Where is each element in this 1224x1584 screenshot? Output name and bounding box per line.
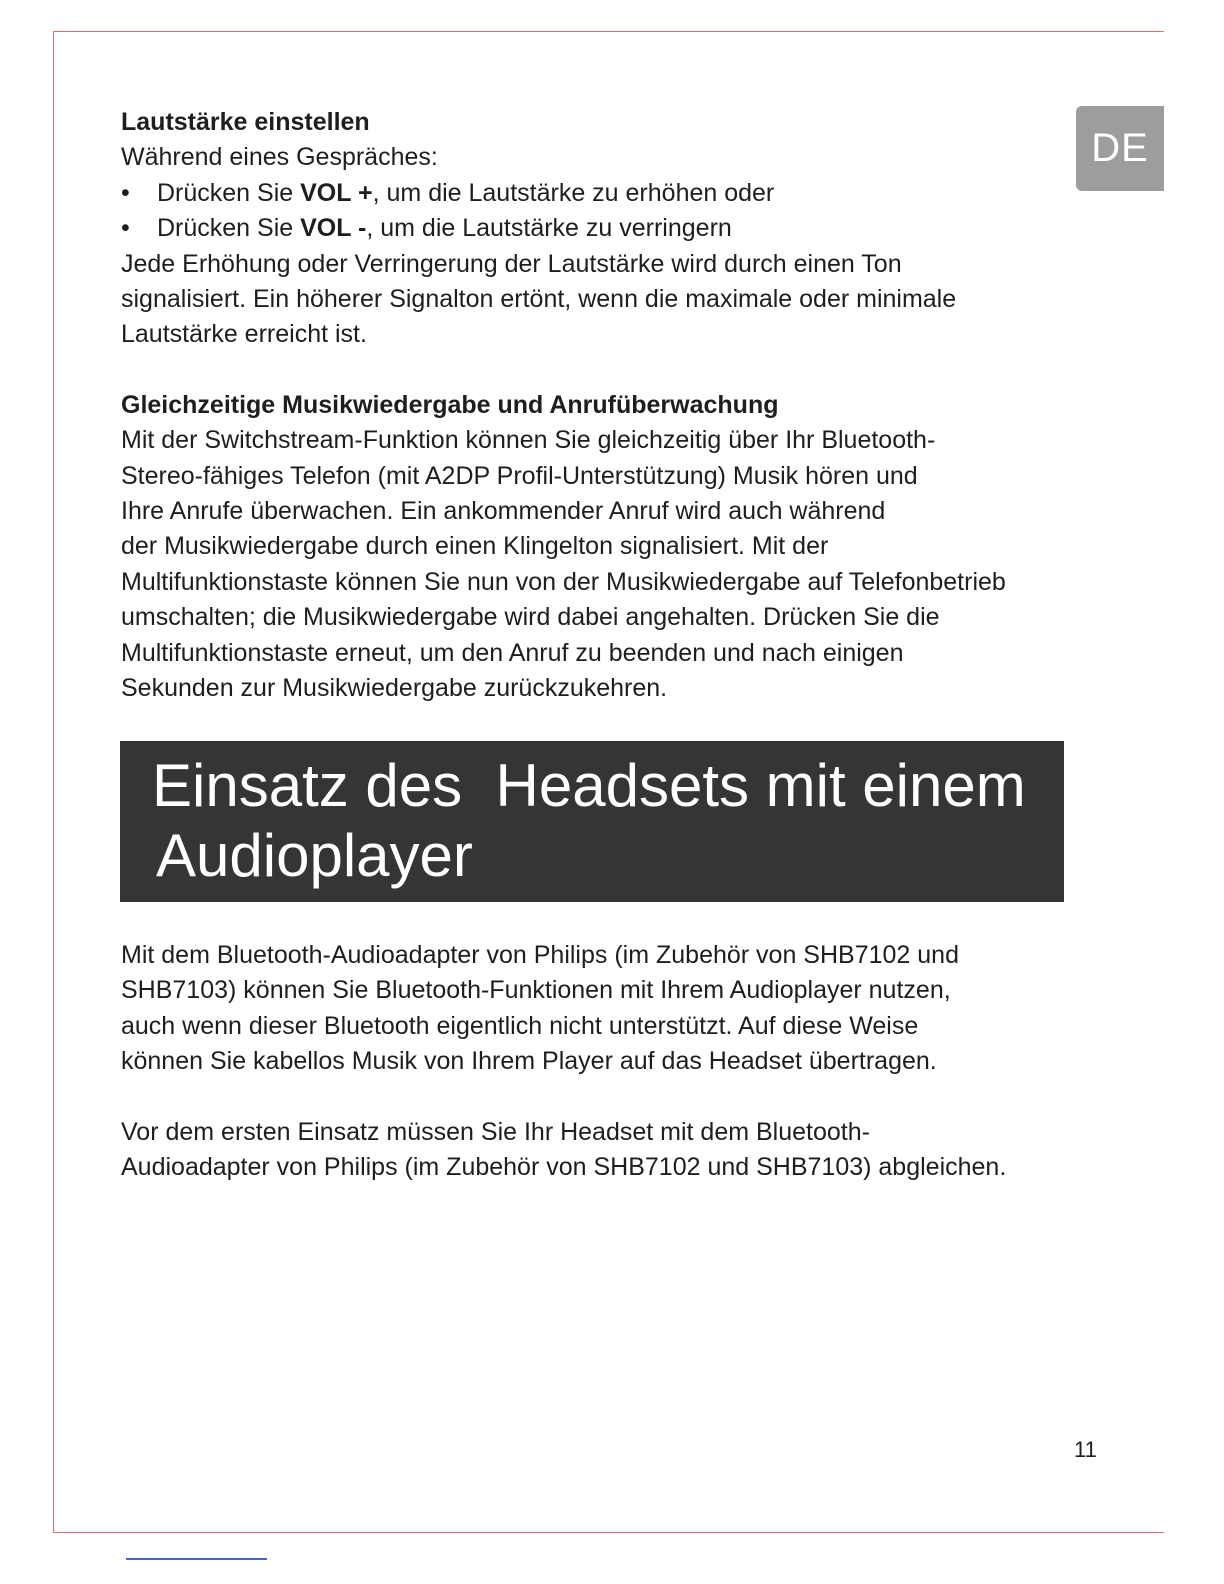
audioplayer-text-line: SHB7103) können Sie Bluetooth-Funktionen mit Ihrem Audioplayer nutzen,	[121, 976, 951, 1005]
switchstream-text-line: umschalten; die Musikwiedergabe wird dabei angehalten. Drücken Sie die	[121, 603, 940, 632]
vol-plus-key: VOL +	[300, 178, 373, 207]
switchstream-text-line: Mit der Switchstream-Funktion können Sie gleichzeitig über Ihr Bluetooth-	[121, 426, 936, 455]
volume-text-line: signalisiert. Ein höherer Signalton ertönt, wenn die maximale oder minimale	[121, 285, 957, 314]
section-banner	[120, 741, 1064, 902]
switchstream-text-line: der Musikwiedergabe durch einen Klingelton signalisiert. Mit der	[121, 532, 829, 561]
section-title-line: Audioplayer	[156, 822, 473, 889]
page-number: 11	[1074, 1437, 1097, 1462]
audioplayer-content	[121, 938, 1081, 1185]
page-border-top	[53, 31, 1164, 32]
volume-text-line: Jede Erhöhung oder Verringerung der Lautstärke wird durch einen Ton	[121, 249, 902, 278]
main-content	[121, 105, 1081, 707]
pairing-text-line: Audioadapter von Philips (im Zubehör von SHB7102 und SHB7103) abgleichen.	[121, 1153, 1007, 1182]
switchstream-text-line: Sekunden zur Musikwiedergabe zurückzukehren.	[121, 674, 668, 703]
switchstream-text-line: Stereo-fähiges Telefon (mit A2DP Profil-Unterstützung) Musik hören und	[121, 461, 918, 490]
page-border-bottom	[53, 1532, 1164, 1533]
bullet-text: , um die Lautstärke zu verringern	[366, 214, 732, 243]
switchstream-text-line: Ihre Anrufe überwachen. Ein ankommender Anruf wird auch während	[121, 497, 886, 526]
volume-bullet-list	[121, 176, 1081, 247]
audioplayer-text-line: Mit dem Bluetooth-Audioadapter von Philips (im Zubehör von SHB7102 und	[121, 941, 959, 969]
audioplayer-text-line: auch wenn dieser Bluetooth eigentlich nicht unterstützt. Auf diese Weise	[121, 1011, 919, 1040]
switchstream-text-line: Multifunktionstaste können Sie nun von der Musikwiedergabe auf Telefonbetrieb	[121, 567, 1006, 596]
vol-minus-key: VOL -	[300, 214, 367, 243]
section-title	[152, 751, 1052, 891]
bullet-text: , um die Lautstärke zu erhöhen oder	[372, 178, 775, 207]
bullet-text: Drücken Sie	[157, 214, 301, 243]
footer-rule	[126, 1558, 267, 1560]
volume-text-line: Lautstärke erreicht ist.	[121, 320, 367, 349]
bullet-icon: •	[121, 178, 130, 207]
list-item	[121, 176, 1081, 211]
page-border-left	[53, 31, 54, 1532]
volume-intro: Während eines Gespräches:	[121, 143, 438, 172]
bullet-icon: •	[121, 214, 130, 243]
section-title-line: Einsatz des Headsets mit einem	[152, 752, 1026, 819]
volume-heading: Lautstärke einstellen	[121, 108, 370, 136]
audioplayer-text-line: können Sie kabellos Musik von Ihrem Player auf das Headset übertragen.	[121, 1047, 937, 1076]
pairing-text-line: Vor dem ersten Einsatz müssen Sie Ihr Headset mit dem Bluetooth-	[121, 1117, 870, 1146]
bullet-text: Drücken Sie	[157, 178, 301, 207]
switchstream-heading: Gleichzeitige Musikwiedergabe und Anrufüberwachung	[121, 390, 779, 419]
language-tab: DE	[1076, 106, 1164, 191]
list-item	[121, 211, 1081, 246]
switchstream-text-line: Multifunktionstaste erneut, um den Anruf zu beenden und nach einigen	[121, 638, 904, 667]
